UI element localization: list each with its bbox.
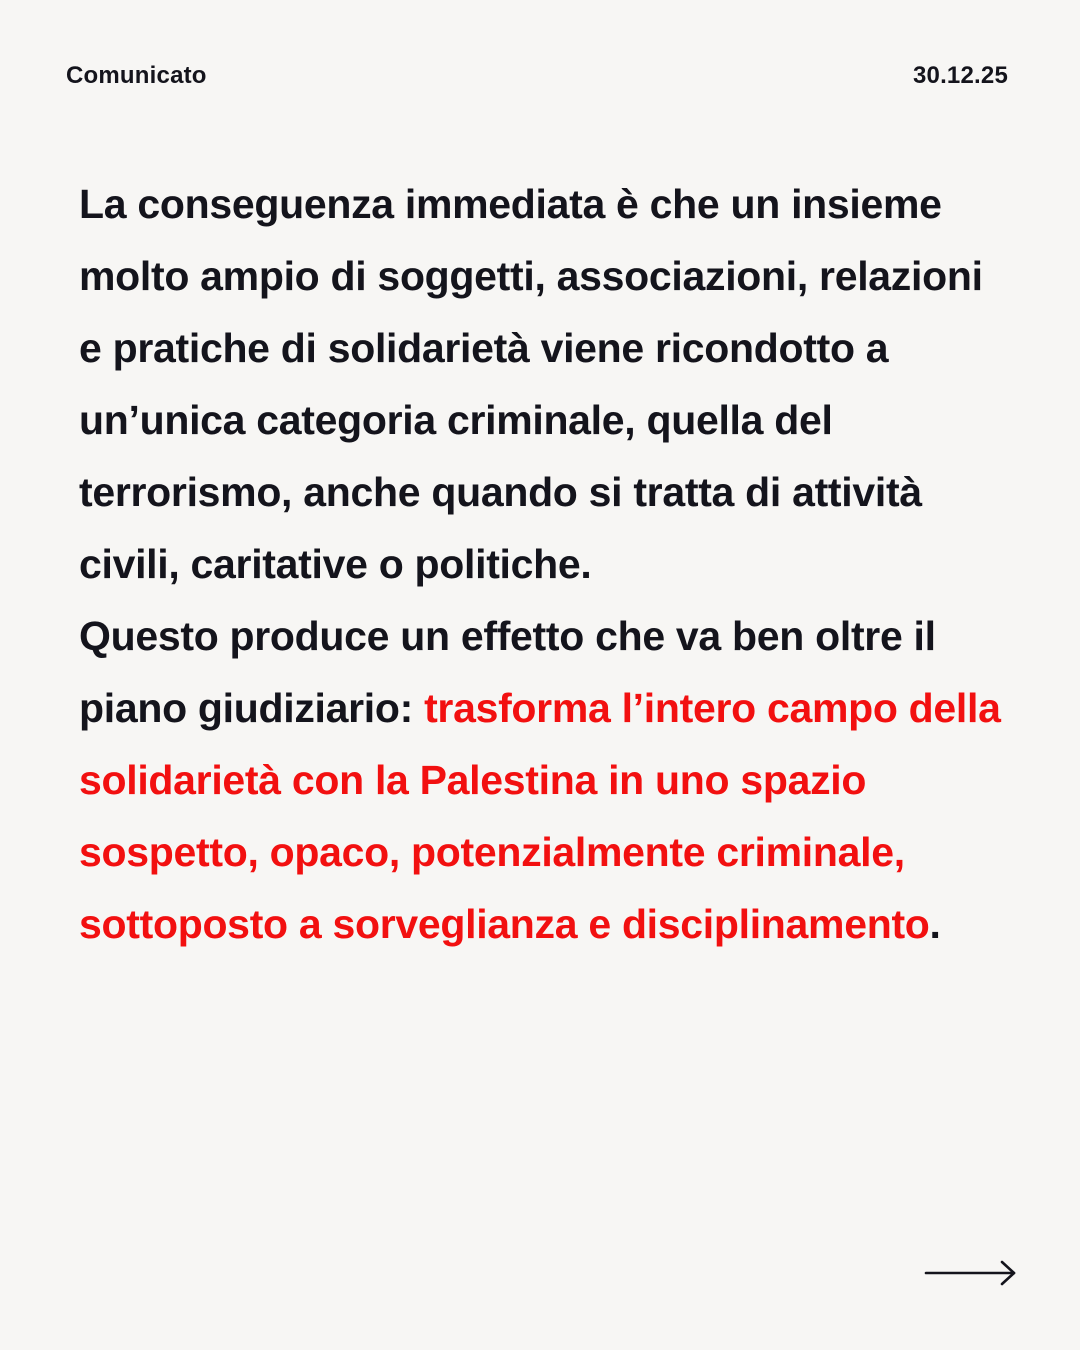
paragraph-1: La conseguenza immediata è che un insieme molto ampio di soggetti, associazioni, relazioni e pratiche di solidarietà viene ricondotto a un’unica categoria criminale, quella del terrorismo, anche quando si tratta di attività civili, caritative o politiche. bbox=[79, 181, 983, 587]
highlighted-text: trasforma l’intero campo della solidarietà con la Palestina in uno spazio sospetto, opaco, potenzialmente criminale, sottoposto a sorveglianza e disciplinamento bbox=[79, 685, 1001, 947]
main-text bbox=[79, 168, 1009, 960]
paragraph-2 bbox=[79, 600, 1009, 960]
date-label: 30.12.25 bbox=[912, 62, 1008, 89]
section-label: Comunicato bbox=[66, 62, 207, 89]
paragraph-2-intro: Questo produce un effetto che va ben oltre il piano giudiziario: bbox=[79, 613, 936, 731]
paragraph-2-end: . bbox=[929, 901, 941, 947]
header bbox=[66, 58, 1008, 94]
arrow-right-icon[interactable] bbox=[924, 1258, 1018, 1288]
